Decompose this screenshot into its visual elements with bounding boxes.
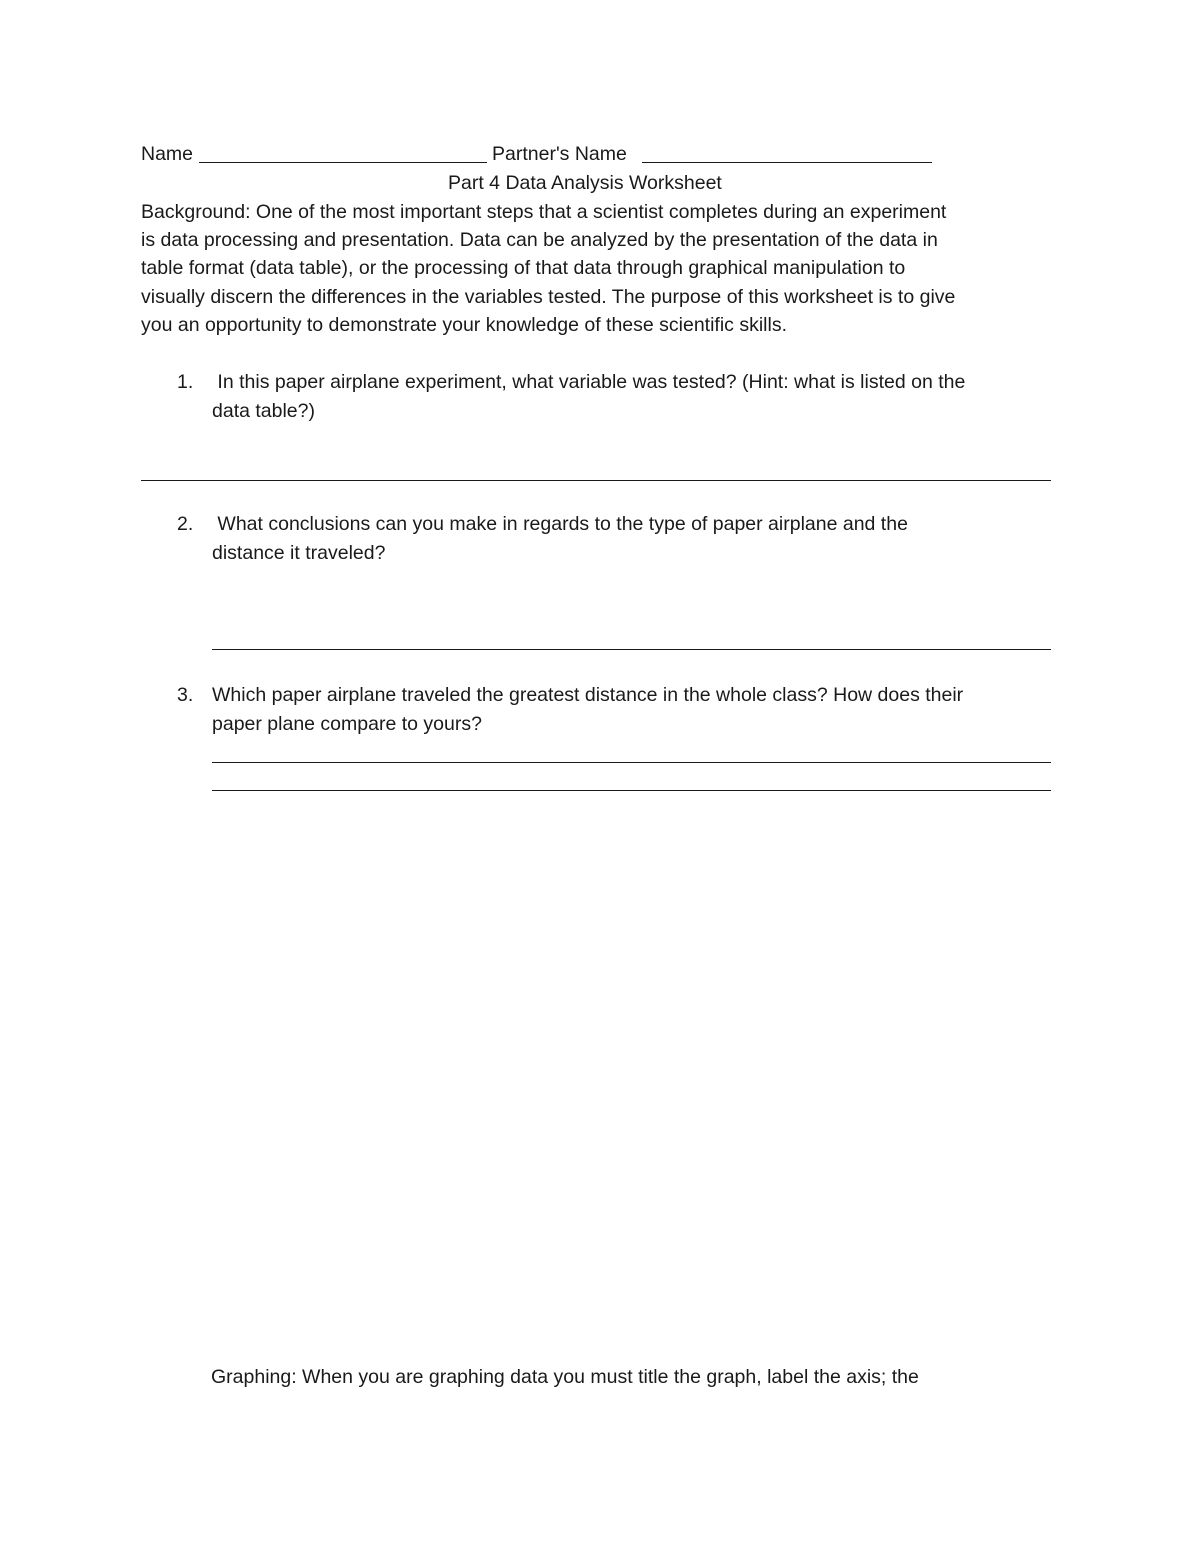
background-line: visually discern the differences in the variables tested. The purpose of this worksheet is to give	[141, 285, 956, 308]
background-line: table format (data table), or the processing of that data through graphical manipulation to	[141, 257, 906, 280]
question-line: In this paper airplane experiment, what variable was tested? (Hint: what is listed on the	[212, 371, 966, 393]
answer-3-line[interactable]	[212, 790, 1051, 791]
graphing-text: Graphing: When you are graphing data you must title the graph, label the axis; the	[211, 1366, 919, 1388]
question-line: What conclusions can you make in regards to the type of paper airplane and the	[212, 513, 908, 535]
partner-name-label: Partner's Name	[492, 143, 627, 165]
question-line: paper plane compare to yours?	[212, 712, 482, 735]
question-line: distance it traveled?	[212, 541, 386, 564]
answer-1-line[interactable]	[141, 480, 1051, 481]
question-number: 2.	[177, 513, 194, 535]
background-paragraph	[141, 198, 1061, 339]
worksheet-title: Part 4 Data Analysis Worksheet	[448, 172, 722, 194]
answer-2-line[interactable]	[212, 649, 1051, 650]
question-1-text	[212, 368, 1072, 425]
partner-name-blank[interactable]	[642, 162, 932, 163]
question-number: 1.	[177, 371, 194, 393]
answer-3-line[interactable]	[212, 762, 1051, 763]
name-blank[interactable]	[199, 162, 487, 163]
question-line: Which paper airplane traveled the greatest distance in the whole class? How does their	[212, 684, 964, 706]
question-2-text	[212, 510, 1072, 567]
background-line: is data processing and presentation. Data can be analyzed by the presentation of the data in	[141, 229, 938, 252]
question-line: data table?)	[212, 399, 315, 422]
name-label: Name	[141, 143, 194, 165]
question-number: 3.	[177, 684, 194, 706]
background-line: you an opportunity to demonstrate your knowledge of these scientific skills.	[141, 313, 788, 336]
background-line: Background: One of the most important steps that a scientist completes during an experiment	[141, 201, 947, 223]
question-3-text	[212, 681, 1072, 738]
